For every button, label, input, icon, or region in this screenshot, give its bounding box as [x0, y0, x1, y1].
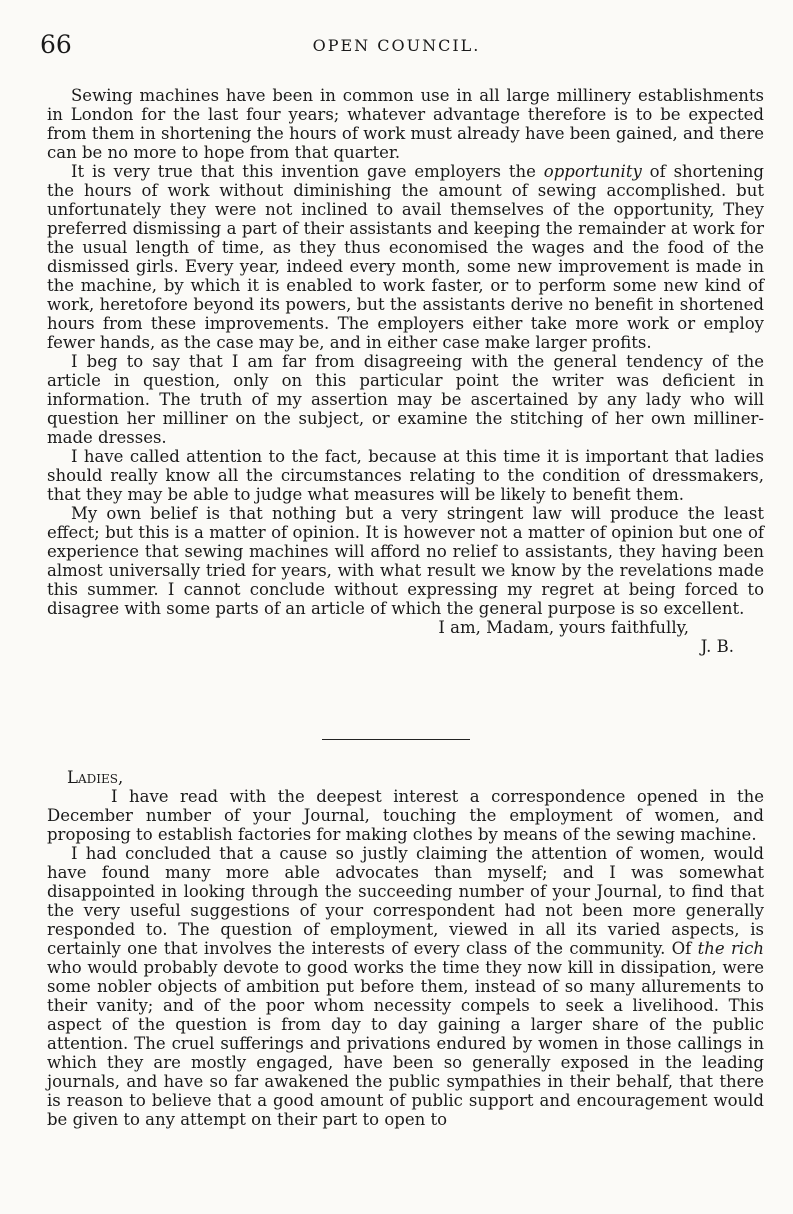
emphasis-the-rich: the rich	[697, 939, 764, 958]
letter-1-paragraph-4: I have called attention to the fact, because at this time it is important that ladies should really know all the circumstances relating to the condition of dressmakers, that they may be able to judge what measures will be likely to benefit them.	[47, 447, 764, 504]
running-title: OPEN COUNCIL.	[312, 36, 481, 55]
section-divider	[322, 739, 470, 740]
p2-before: It is very true that this invention gave employers the	[71, 162, 536, 181]
l2-p2-before: I had concluded that a cause so justly claiming the attention of women, would have found many more able advocates than myself; and I was somewhat disappointed in looking through the succeeding number of your Journal, to find that the very useful suggestions of your correspondent had not been more generally responded to. The question of employment, viewed in all its varied aspects, is certainly one that involves the interests of every class of the community. Of	[47, 844, 764, 958]
emphasis-opportunity: opportunity	[543, 162, 642, 181]
letter-1-paragraph-2	[47, 162, 764, 352]
page-number: 66	[40, 30, 72, 59]
letter-1	[47, 86, 764, 656]
page-header	[40, 30, 753, 62]
salutation: Ladies,	[67, 768, 124, 787]
letter-2-paragraph-2	[47, 844, 764, 1129]
signature: J. B.	[700, 637, 734, 656]
p2-after: of shortening the hours of work without diminishing the amount of sewing accomplished. but unfortunately they were not inclined to avail themselves of the opportunity, They preferred dismissing a part of their assistants and keeping the remainder at work for the usual length of time, as they thus economised the wages and the food of the dismissed girls. Every year, indeed every month, some new improvement is made in the machine, by which it is enabled to work faster, or to perform some new kind of work, heretofore beyond its powers, but the assistants derive no benefit in shortened hours from these improvements. The employers either take more work or employ fewer hands, as the case may be, and in either case make larger profits.	[47, 162, 764, 352]
l2-p2-after: who would probably devote to good works the time they now kill in dissipation, were some nobler objects of ambition put before them, instead of so many allurements to their vanity; and of the poor whom necessity compels to seek a livelihood. This aspect of the question is from day to day gaining a larger share of the public attention. The cruel sufferings and privations endured by women in those callings in which they are mostly engaged, have been so generally exposed in the leading journals, and have so far awakened the public sympathies in their behalf, that there is reason to believe that a good amount of public support and encouragement would be given to any attempt on their part to open to	[47, 958, 764, 1129]
letter-1-paragraph-3: I beg to say that I am far from disagreeing with the general tendency of the article in question, only on this particular point the writer was deficient in information. The truth of my assertion may be ascertained by any lady who will question her milliner on the subject, or examine the stitching of her own milliner-made dresses.	[47, 352, 764, 447]
letter-2	[47, 768, 764, 1129]
letter-1-paragraph-5: My own belief is that nothing but a very stringent law will produce the least effect; but this is a matter of opinion. It is however not a matter of opinion but one of experience that sewing machines will afford no relief to assistants, they having been almost universally tried for years, with what result we know by the revelations made this summer. I cannot conclude without expressing my regret at being forced to disagree with some parts of an article of which the general purpose is so excellent.	[47, 504, 764, 618]
letter-2-paragraph-1: I have read with the deepest interest a correspondence opened in the December number of your Journal, touching the employment of women, and proposing to establish factories for making clothes by means of the sewing machine.	[47, 787, 764, 844]
signoff: I am, Madam, yours faithfully,	[438, 618, 689, 637]
letter-1-paragraph-1: Sewing machines have been in common use in all large millinery establishments in London for the last four years; whatever advantage therefore is to be expected from them in shortening the hours of work must already have been gained, and there can be no more to hope from that quarter.	[47, 86, 764, 162]
